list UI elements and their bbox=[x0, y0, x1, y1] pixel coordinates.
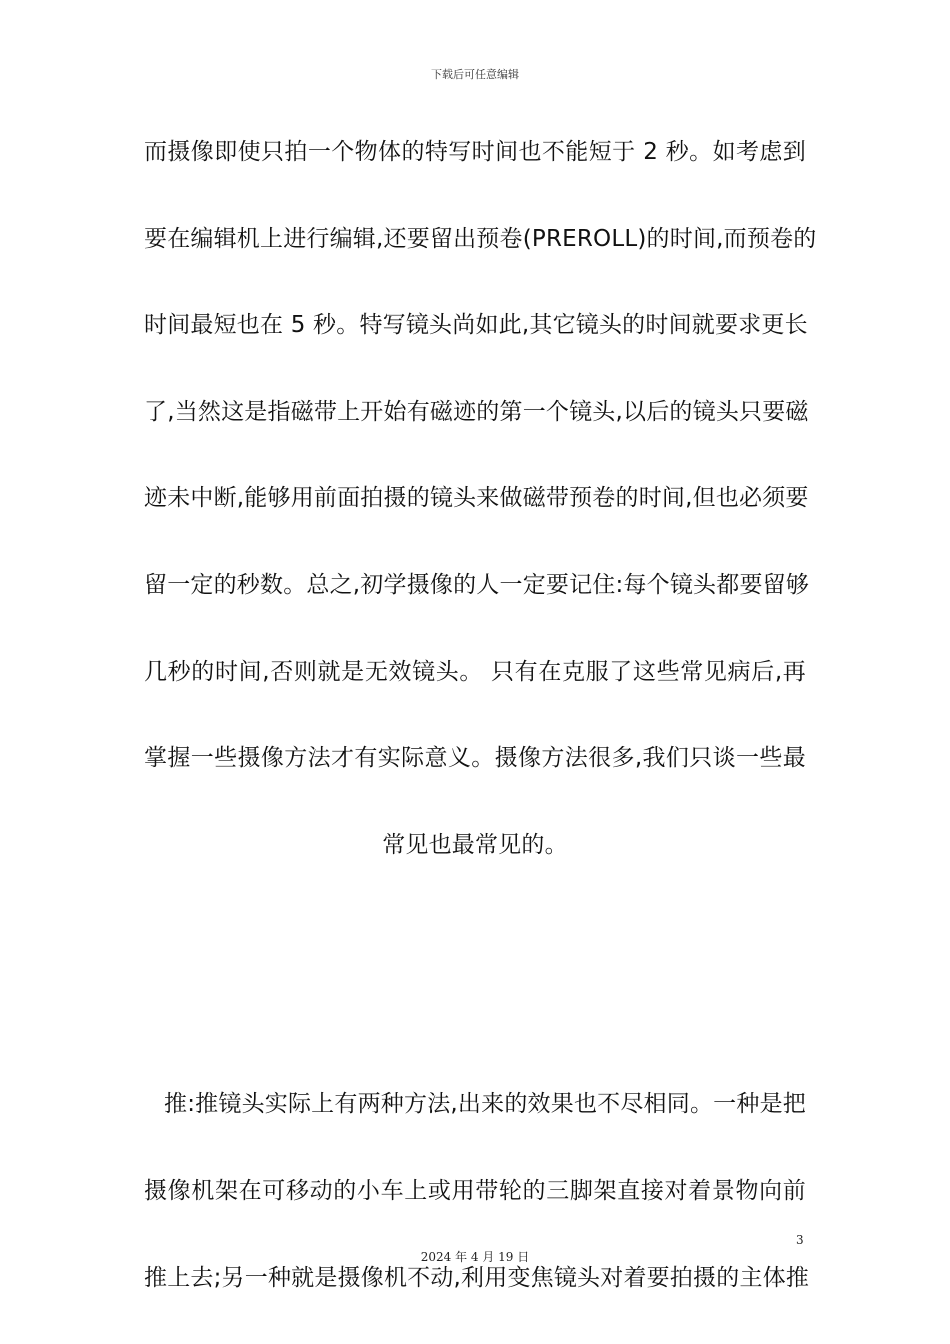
paragraph-1 bbox=[144, 130, 817, 909]
text-line: 要在编辑机上进行编辑,还要留出预卷(PREROLL)的时间,而预卷的 bbox=[144, 225, 817, 252]
text-line-first: 推:推镜头实际上有两种方法,出来的效果也不尽相同。一种是把 bbox=[164, 1091, 806, 1118]
text-line: 迹未中断,能够用前面拍摄的镜头来做磁带预卷的时间,但也必须要 bbox=[144, 485, 809, 512]
text-line: 掌握一些摄像方法才有实际意义。摄像方法很多,我们只谈一些最 bbox=[144, 745, 806, 772]
text-line-last: 常见也最常见的。 bbox=[382, 831, 568, 858]
body-text bbox=[144, 130, 817, 1342]
text-line: 摄像机架在可移动的小车上或用带轮的三脚架直接对着景物向前 bbox=[144, 1177, 806, 1204]
paragraph-gap bbox=[144, 909, 806, 1082]
page-footer-date: 2024 年 4 月 19 日 bbox=[420, 1250, 530, 1264]
page-header: 下载后可任意编辑 bbox=[431, 68, 519, 81]
text-line: 留一定的秒数。总之,初学摄像的人一定要记住:每个镜头都要留够 bbox=[144, 571, 810, 598]
text-line: 时间最短也在 5 秒。特写镜头尚如此,其它镜头的时间就要求更长 bbox=[144, 312, 808, 339]
text-line: 了,当然这是指磁带上开始有磁迹的第一个镜头,以后的镜头只要磁 bbox=[144, 398, 809, 425]
paragraph-2 bbox=[144, 1082, 810, 1342]
page-number: 3 bbox=[796, 1233, 804, 1247]
text-line: 推上去;另一种就是摄像机不动,利用变焦镜头对着要拍摄的主体推 bbox=[144, 1264, 810, 1291]
text-line: 而摄像即使只拍一个物体的特写时间也不能短于 2 秒。如考虑到 bbox=[144, 139, 806, 165]
text-line: 几秒的时间,否则就是无效镜头。 只有在克服了这些常见病后,再 bbox=[144, 658, 806, 685]
